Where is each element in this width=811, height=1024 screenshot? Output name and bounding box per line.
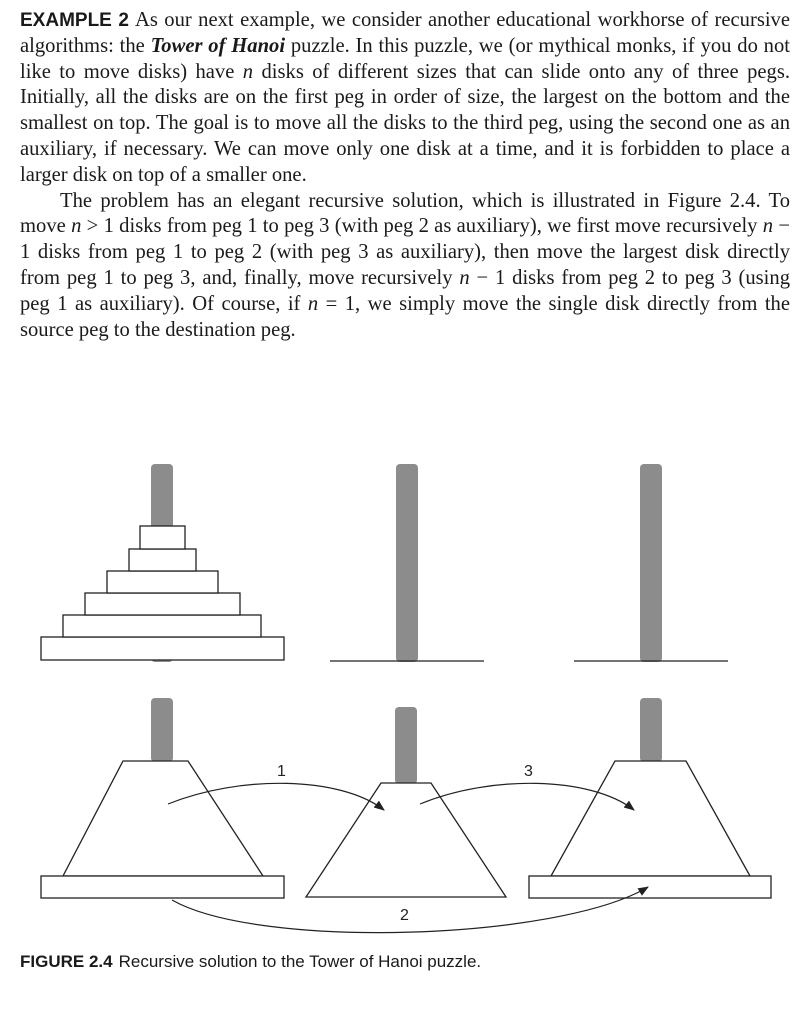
p2-text-b: > 1 disks from peg 1 to peg 3 (with peg 2 as auxiliary), we first move recursively [81,215,763,238]
var-n: n [307,292,319,315]
move-label-3: 3 [524,763,533,780]
figure-caption [20,952,481,972]
var-n: n [762,215,774,238]
bottom-peg-1 [41,698,284,898]
disk-4 [85,593,240,615]
var-n: n [242,60,254,83]
n-minus-1-stack-destination [551,761,750,876]
p2-text-d: − 1 disks from peg 2 to peg 3 (using peg 1 as auxiliary). Of course, if [20,266,790,315]
puzzle-title: Tower of Hanoi [150,34,286,57]
example-text [20,8,790,343]
disk-5 [63,615,261,637]
n-minus-1-stack-auxiliary [306,783,506,897]
largest-disk-destination [529,876,771,898]
paragraph-2 [20,189,790,344]
p2-text-c: − 1 disks from peg 1 to peg 2 (with peg 3 as auxiliary), then move the largest disk directly from peg 1 to peg 3, and, finally, move recursively [20,215,791,289]
bottom-peg-3 [529,698,771,898]
disk-stack [41,526,284,660]
move-label-1: 1 [277,763,286,780]
p1-text-c: disks of different sizes that can slide onto any of three pegs. Initially, all the disks are on the first peg in order of size, the largest on the bottom and the smallest on top. The goal is to move all the disks to the third peg, using the second one as an auxiliary, if necessary. We can move only one disk at a time, and it is forbidden to place a larger disk on top of a smaller one. [20,60,790,186]
top-peg-2 [330,464,484,662]
p1-text-b: puzzle. In this puzzle, we (or mythical monks, if you do not like to move disks) have [20,34,790,83]
paragraph-1 [20,8,790,189]
bottom-peg-2 [306,707,506,897]
disk-6 [41,637,284,660]
disk-1 [140,526,185,549]
p1-text-a: As our next example, we consider another educational workhorse of recursive algorithms: the [20,9,790,57]
move-label-2: 2 [400,907,409,924]
p2-text-a: The problem has an elegant recursive solution, which is illustrated in Figure 2.4. To move [20,189,790,238]
top-peg-3 [574,464,728,662]
p2-text-e: = 1, we simply move the single disk directly from the source peg to the destination peg. [20,292,790,341]
tower-of-hanoi-figure [0,440,811,940]
disk-2 [129,549,196,571]
n-minus-1-stack-source [63,761,263,876]
caption-text: Recursive solution to the Tower of Hanoi puzzle. [118,952,482,971]
var-n: n [71,215,82,238]
largest-disk-source [41,876,284,898]
disk-3 [107,571,218,593]
figure-label: FIGURE 2.4 [20,952,113,971]
var-n: n [459,266,470,289]
example-label: EXAMPLE 2 [20,10,129,31]
